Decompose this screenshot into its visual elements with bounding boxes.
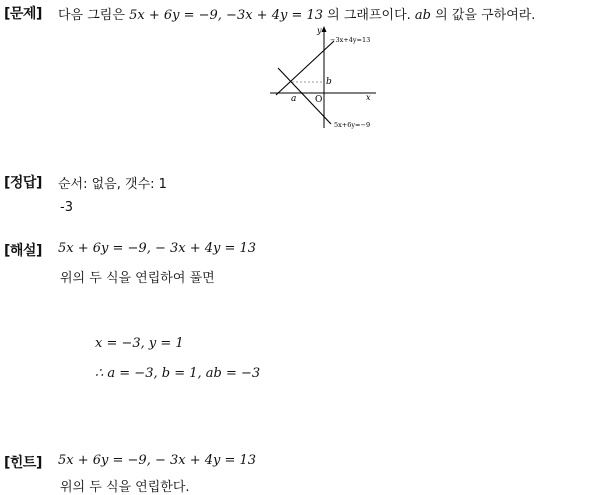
line1-label: −3x+4y=13 [330,36,371,44]
a-label: a [291,94,297,104]
problem-lead: 다음 그림은 [58,8,125,23]
y-axis-arrow-icon [322,26,327,32]
hint-text: 위의 두 식을 연립한다. [60,480,190,495]
problem-eq1: 5x + 6y = −9, [129,8,222,23]
solution-result-xy: x = −3, y = 1 [95,336,184,351]
problem-tag: [문제] [4,6,42,22]
line2-label: 5x+6y=−9 [334,121,371,129]
answer-meta: 순서: 없음, 갯수: 1 [58,177,167,192]
hint-tag: [힌트] [4,455,42,471]
x-axis-label: x [366,93,371,102]
graph-figure [262,24,392,132]
y-axis-label: y [317,26,322,35]
answer-value: -3 [60,200,73,215]
b-label: b [326,77,332,87]
hint-equations: 5x + 6y = −9, − 3x + 4y = 13 [58,453,257,468]
problem-statement [58,4,535,23]
origin-label: O [315,95,323,105]
problem-eq2: −3x + 4y = 13 [226,8,324,23]
problem-ask-var: ab [414,8,431,23]
solution-text: 위의 두 식을 연립하여 풀면 [60,271,215,286]
solution-equations: 5x + 6y = −9, − 3x + 4y = 13 [58,241,257,256]
solution-result-ab: ∴ a = −3, b = 1, ab = −3 [95,366,261,381]
solution-tag: [해설] [4,243,42,259]
problem-suffix: 의 그래프이다. [327,8,411,23]
line-5x-plus6y [278,68,331,124]
answer-tag: [정답] [4,175,42,191]
problem-ask-rest: 의 값을 구하여라. [435,8,536,23]
